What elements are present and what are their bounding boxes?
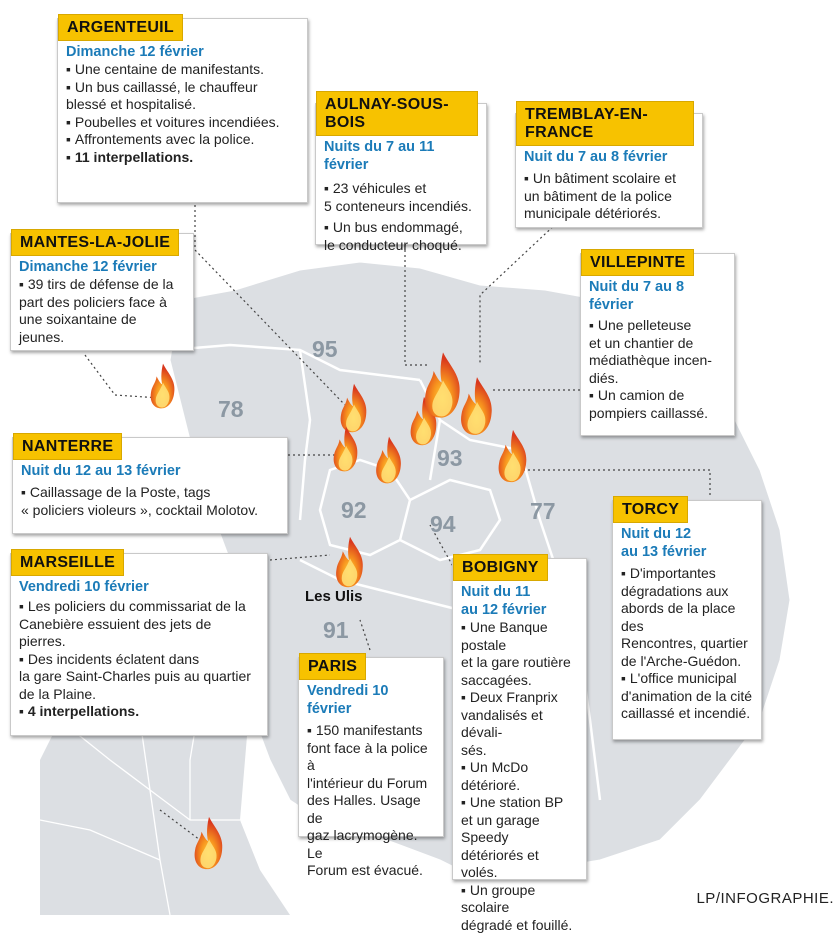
box-date: Nuit du 12 xyxy=(621,525,753,543)
box-item: la gare Saint-Charles puis au quartier xyxy=(19,668,259,686)
box-item: ▪ 39 tirs de défense de la xyxy=(19,276,185,294)
box-item: Rencontres, quartier xyxy=(621,635,753,653)
box-item: une soixantaine de jeunes. xyxy=(19,311,185,346)
box-item: abords de la place des xyxy=(621,600,753,635)
info-box-torcy xyxy=(612,500,762,740)
box-date: Nuits du 7 au 11 février xyxy=(324,138,478,174)
box-item: diés. xyxy=(589,370,726,388)
box-item: l'intérieur du Forum xyxy=(307,775,435,793)
box-item: et un chantier de xyxy=(589,335,726,353)
box-date: Vendredi 10 février xyxy=(19,578,259,596)
box-item: part des policiers face à xyxy=(19,294,185,312)
box-item: un bâtiment de la police xyxy=(524,188,694,206)
box-item: ▪ Un bus caillassé, le chauffeur xyxy=(66,79,299,97)
box-item: ▪ Affrontements avec la police. xyxy=(66,131,299,149)
box-date: Nuit du 7 au 8 février xyxy=(524,148,694,166)
box-title: MANTES-LA-JOLIE xyxy=(11,229,179,256)
department-95: 95 xyxy=(312,336,338,363)
box-item: ▪ Une station BP xyxy=(461,794,578,812)
box-title: TORCY xyxy=(613,496,688,523)
department-93: 93 xyxy=(437,445,463,472)
info-box-argenteuil xyxy=(57,18,308,203)
box-date: Dimanche 12 février xyxy=(66,43,299,61)
box-item: détériorés et volés. xyxy=(461,847,578,882)
box-item: ▪ Une pelleteuse xyxy=(589,317,726,335)
box-date: Nuit du 7 au 8 février xyxy=(589,278,726,314)
box-item: ▪ Deux Franprix xyxy=(461,689,578,707)
place-label-les-ulis: Les Ulis xyxy=(305,588,363,605)
box-item: vandalisés et dévali- xyxy=(461,707,578,742)
info-box-marseille xyxy=(10,553,268,736)
info-box-aulnay-sous-bois xyxy=(315,103,487,245)
box-item: ▪ L'office municipal xyxy=(621,670,753,688)
box-item: le conducteur choqué. xyxy=(324,237,478,255)
box-item: dégradations aux xyxy=(621,583,753,601)
box-item: Forum est évacué. xyxy=(307,862,435,880)
box-item: saccagées. xyxy=(461,672,578,690)
box-item: ▪ Un bâtiment scolaire et xyxy=(524,170,694,188)
box-item: ▪ Un bus endommagé, xyxy=(324,219,478,237)
box-item: et la gare routière xyxy=(461,654,578,672)
department-78: 78 xyxy=(218,396,244,423)
box-item: médiathèque incen- xyxy=(589,352,726,370)
department-91: 91 xyxy=(323,617,349,644)
box-item: municipale détériorés. xyxy=(524,205,694,223)
credit-label: LP/INFOGRAPHIE. xyxy=(696,890,834,907)
box-title: BOBIGNY xyxy=(453,554,548,581)
box-item: ▪ Un groupe scolaire xyxy=(461,882,578,917)
info-box-paris xyxy=(298,657,444,837)
department-77: 77 xyxy=(530,498,556,525)
box-item: ▪ Les policiers du commissariat de la xyxy=(19,598,259,616)
box-date: Dimanche 12 février xyxy=(19,258,185,276)
box-item: dégradé et fouillé. xyxy=(461,917,578,934)
box-title: AULNAY-SOUS-BOIS xyxy=(316,91,478,136)
box-title: MARSEILLE xyxy=(11,549,124,576)
box-title: TREMBLAY-EN-FRANCE xyxy=(516,101,694,146)
box-date: au 12 février xyxy=(461,601,578,619)
box-item: ▪ 23 véhicules et xyxy=(324,180,478,198)
box-item: 5 conteneurs incendiés. xyxy=(324,198,478,216)
box-item: ▪ Des incidents éclatent dans xyxy=(19,651,259,669)
box-item: ▪ Un camion de xyxy=(589,387,726,405)
box-title: PARIS xyxy=(299,653,366,680)
box-item: font face à la police à xyxy=(307,740,435,775)
box-date: Vendredi 10 février xyxy=(307,682,435,718)
department-94: 94 xyxy=(430,511,456,538)
box-item: ▪ 4 interpellations. xyxy=(19,703,259,721)
info-box-mantes-la-jolie xyxy=(10,233,194,351)
department-92: 92 xyxy=(341,497,367,524)
box-item: des Halles. Usage de xyxy=(307,792,435,827)
box-title: NANTERRE xyxy=(13,433,122,460)
box-item: « policiers violeurs », cocktail Molotov. xyxy=(21,502,279,520)
box-item: ▪ 150 manifestants xyxy=(307,722,435,740)
box-item: caillassé et incendié. xyxy=(621,705,753,723)
box-item: ▪ Une Banque postale xyxy=(461,619,578,654)
info-box-villepinte xyxy=(580,253,735,436)
box-item: gaz lacrymogène. Le xyxy=(307,827,435,862)
box-item: Canebière essuient des jets de pierres. xyxy=(19,616,259,651)
box-item: de l'Arche-Guédon. xyxy=(621,653,753,671)
box-item: ▪ Une centaine de manifestants. xyxy=(66,61,299,79)
info-box-nanterre xyxy=(12,437,288,534)
box-item: ▪ 11 interpellations. xyxy=(66,149,299,167)
info-box-tremblay-en-france xyxy=(515,113,703,228)
box-title: VILLEPINTE xyxy=(581,249,694,276)
box-item: ▪ Poubelles et voitures incendiées. xyxy=(66,114,299,132)
box-date: au 13 février xyxy=(621,543,753,561)
box-item: sés. xyxy=(461,742,578,760)
box-item: et un garage Speedy xyxy=(461,812,578,847)
box-item: ▪ Un McDo détérioré. xyxy=(461,759,578,794)
box-date: Nuit du 11 xyxy=(461,583,578,601)
box-item: de la Plaine. xyxy=(19,686,259,704)
box-item: d'animation de la cité xyxy=(621,688,753,706)
box-item: ▪ D'importantes xyxy=(621,565,753,583)
box-item: pompiers caillassé. xyxy=(589,405,726,423)
flame-icon xyxy=(151,364,175,409)
box-date: Nuit du 12 au 13 février xyxy=(21,462,279,480)
info-box-bobigny xyxy=(452,558,587,880)
box-title: ARGENTEUIL xyxy=(58,14,183,41)
box-item: ▪ Caillassage de la Poste, tags xyxy=(21,484,279,502)
box-item: blessé et hospitalisé. xyxy=(66,96,299,114)
